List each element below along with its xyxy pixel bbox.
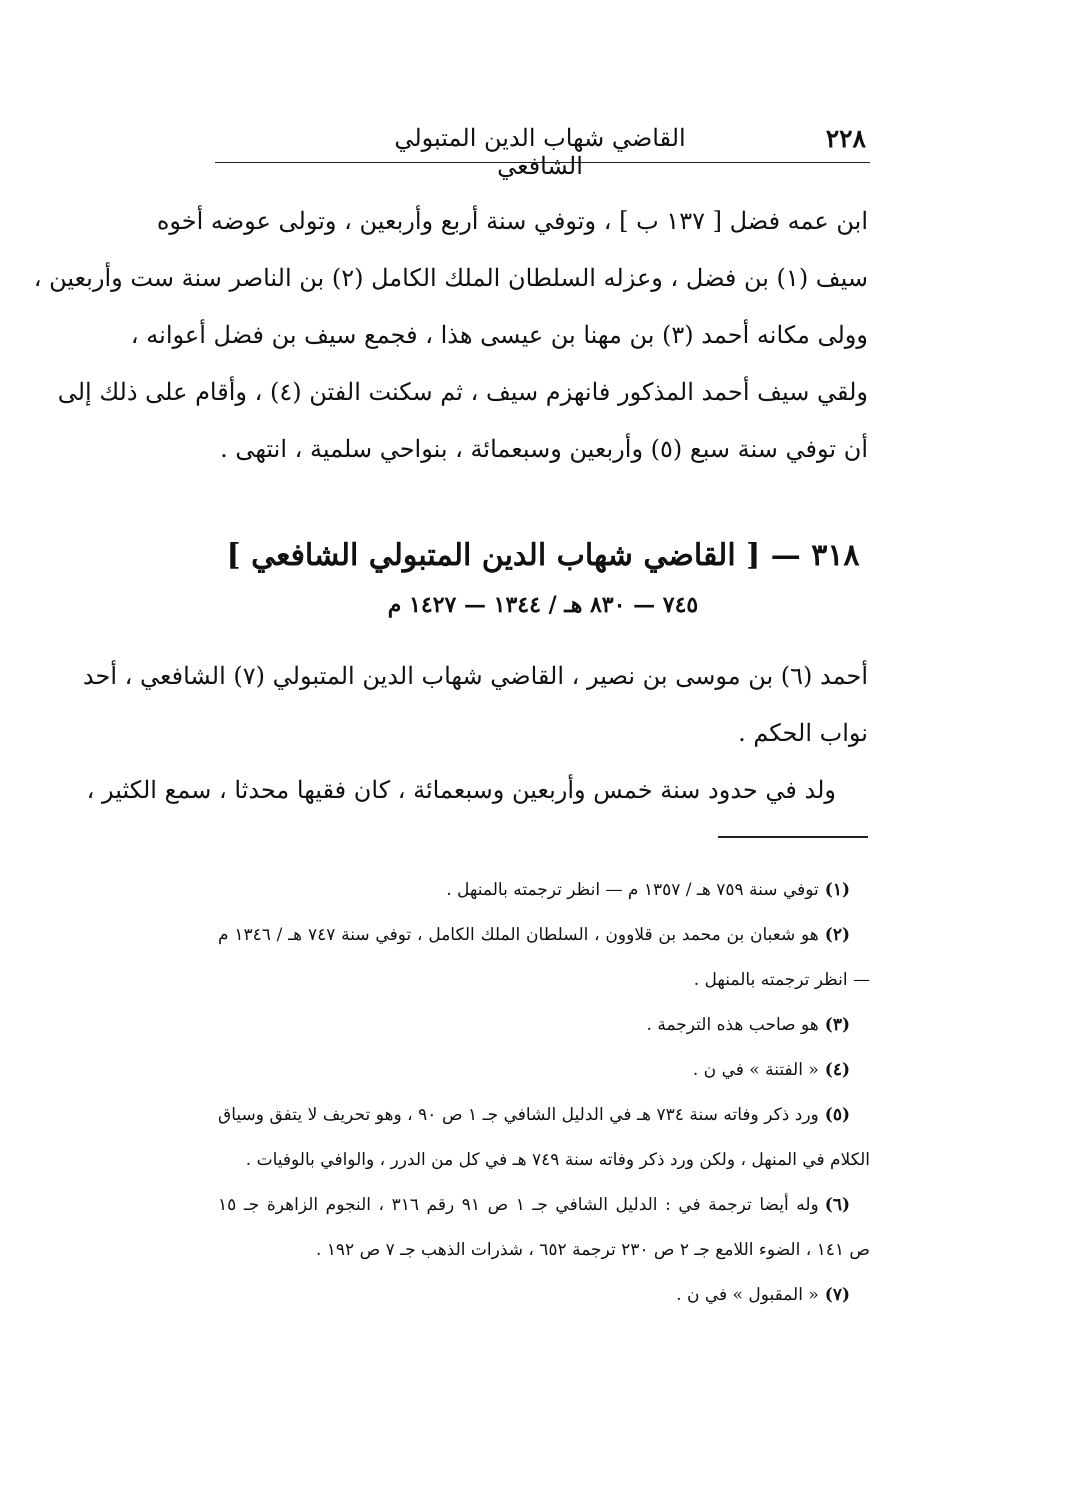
- text-line: سيف (١) بن فضل ، وعزله السلطان الملك الكامل (٢) بن الناصر سنة ست وأربعين ،: [33, 264, 868, 292]
- entry-paragraph-continued: [86, 762, 868, 819]
- footnotes: [218, 868, 870, 1318]
- footnote-label: (٢): [824, 925, 850, 945]
- footnote-text: توفي سنة ٧٥٩ هـ / ١٣٥٧ م — انظر ترجمته بالمنهل .: [446, 880, 819, 900]
- footnote-6-continued: ص ١٤١ ، الضوء اللامع جـ ٢ ص ٢٣٠ ترجمة ٦٥٢ ، شذرات الذهب جـ ٧ ص ١٩٢ .: [315, 1240, 870, 1260]
- footnote-5: [218, 1093, 870, 1138]
- top-paragraph: [33, 193, 868, 478]
- footnote-text: « الفتنة » في ن .: [692, 1060, 819, 1080]
- running-head: [215, 118, 870, 180]
- footnote-6: [218, 1183, 870, 1228]
- footnote-3: [218, 1003, 870, 1048]
- entry-dates: ٧٤٥ — ٨٣٠ هـ / ١٣٤٤ — ١٤٢٧ م: [387, 592, 699, 618]
- text-line: ابن عمه فضل [ ١٣٧ ب ] ، وتوفي سنة أربع وأربعين ، وتولى عوضه أخوه: [156, 207, 868, 235]
- footnote-5-continued: الكلام في المنهل ، ولكن ورد ذكر وفاته سنة ٧٤٩ هـ في كل من الدرر ، والوافي بالوفيات .: [245, 1150, 870, 1170]
- text-line: ولد في حدود سنة خمس وأربعين وسبعمائة ، كان فقيها محدثا ، سمع الكثير ،: [86, 776, 836, 804]
- footnote-text: ورد ذكر وفاته سنة ٧٣٤ هـ في الدليل الشافي جـ ١ ص ٩٠ ، وهو تحريف لا يتفق وسياق: [218, 1105, 819, 1125]
- page-number: ٢٢٨: [825, 124, 866, 153]
- text-line: وولى مكانه أحمد (٣) بن مهنا بن عيسى هذا ، فجمع سيف بن فضل أعوانه ،: [130, 321, 868, 349]
- footnote-7: [218, 1273, 870, 1318]
- footnote-label: (٧): [824, 1285, 850, 1305]
- footnote-label: (٤): [824, 1060, 850, 1080]
- footnote-divider: [718, 836, 868, 838]
- footnote-label: (٣): [824, 1015, 850, 1035]
- footnote-label: (٥): [824, 1105, 850, 1125]
- footnote-2: [218, 913, 870, 958]
- running-title: القاضي شهاب الدين المتبولي الشافعي: [394, 124, 686, 180]
- footnote-text: « المقبول » في ن .: [676, 1285, 819, 1305]
- footnote-text: هو صاحب هذه الترجمة .: [646, 1015, 819, 1035]
- text-line: نواب الحكم .: [738, 719, 868, 747]
- footnote-4: [218, 1048, 870, 1093]
- text-line: أن توفي سنة سبع (٥) وأربعين وسبعمائة ، بنواحي سلمية ، انتهى .: [220, 435, 868, 463]
- text-line: ولقي سيف أحمد المذكور فانهزم سيف ، ثم سكنت الفتن (٤) ، وأقام على ذلك إلى: [57, 378, 868, 406]
- footnote-text: وله أيضا ترجمة في : الدليل الشافي جـ ١ ص ٩١ رقم ٣١٦ ، النجوم الزاهرة جـ ١٥: [218, 1195, 819, 1215]
- footnote-text: هو شعبان بن محمد بن قلاوون ، السلطان الملك الكامل ، توفي سنة ٧٤٧ هـ / ١٣٤٦ م: [218, 925, 819, 945]
- footnote-1: [218, 868, 870, 913]
- footnote-2-continued: — انظر ترجمته بالمنهل .: [693, 970, 870, 990]
- text-line: أحمد (٦) بن موسى بن نصير ، القاضي شهاب الدين المتبولي (٧) الشافعي ، أحد: [82, 662, 868, 690]
- footnote-label: (١): [824, 880, 850, 900]
- entry-title: ٣١٨ — [ القاضي شهاب الدين المتبولي الشافعي ]: [226, 538, 860, 573]
- entry-paragraph: [82, 648, 868, 762]
- footnote-label: (٦): [824, 1195, 850, 1215]
